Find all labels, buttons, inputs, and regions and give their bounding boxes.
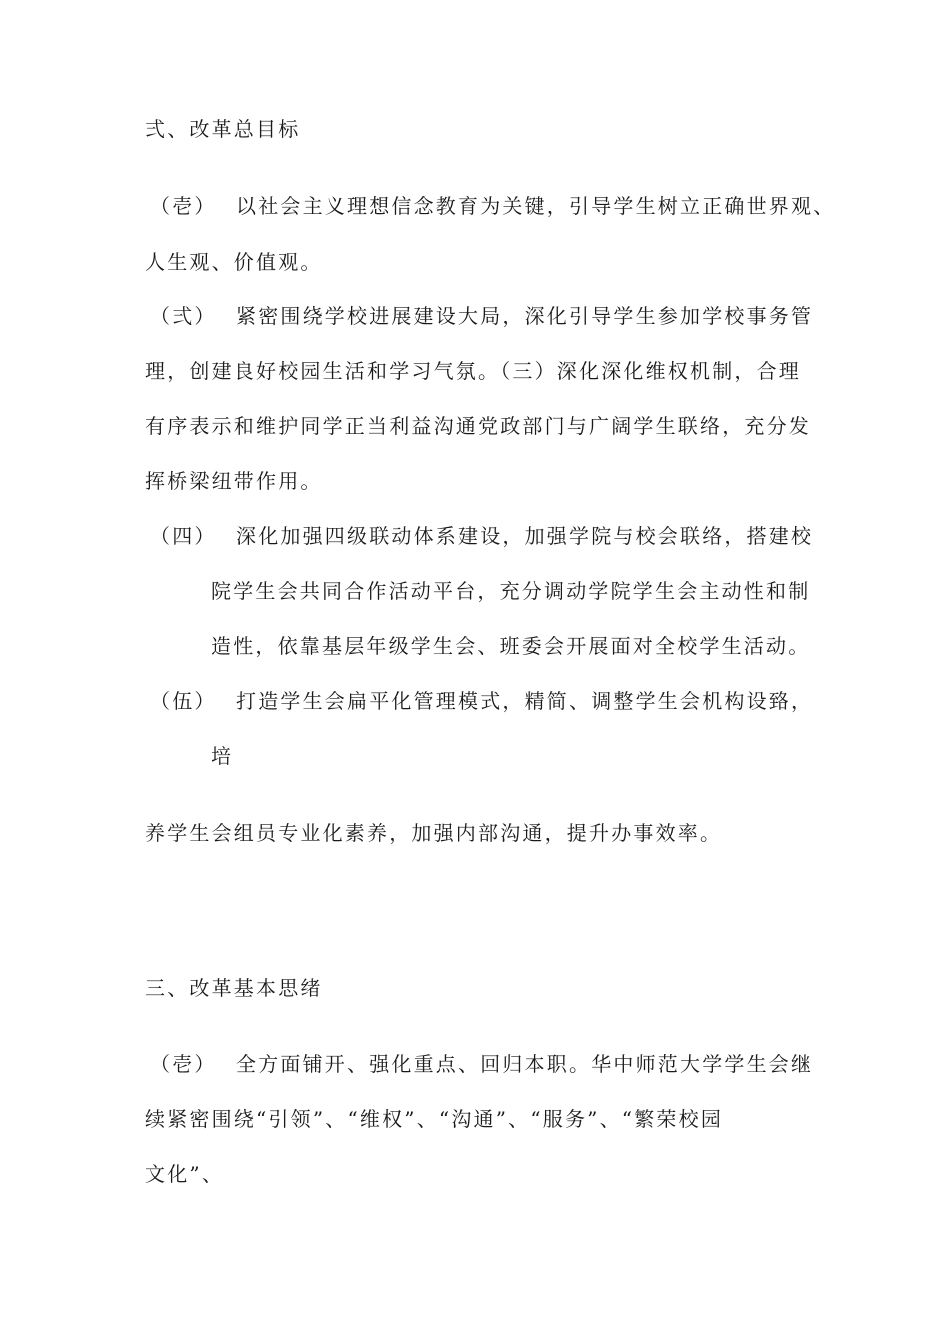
paragraph-line: 全方面铺开、强化重点、回归本职。华中师范大学学生会继 [236,1052,814,1076]
item-marker: （四） [150,524,217,548]
paragraph-line: 人生观、价值观。 [145,250,323,274]
paragraph-line: 院学生会共同合作活动平台，充分调动学院学生会主动性和制 [211,579,811,603]
paragraph-line: 以社会主义理想信念教育为关键，引导学生树立正确世界观、 [236,194,836,218]
item-marker: （伍） [150,689,217,713]
list-item-marker [150,687,217,715]
list-item-marker [150,1050,217,1078]
paragraph-line: 打造学生会扁平化管理模式，精简、调整学生会机构设臵， [236,689,814,713]
paragraph-line: 造性，依靠基层年级学生会、班委会开展面对全校学生活动。 [211,634,811,658]
paragraph-line: 有序表示和维护同学正当利益沟通党政部门与广阔学生联络，充分发 [145,414,811,438]
paragraph-line: 深化加强四级联动体系建设，加强学院与校会联络，搭建校 [236,524,814,548]
item-marker: （壱） [150,1052,217,1076]
list-item-marker [150,192,217,220]
list-item-marker [150,302,217,330]
item-marker: （弍） [150,304,217,328]
item-marker: （壱） [150,194,217,218]
paragraph-line: 理，创建良好校园生活和学习气氛。（三）深化深化维权机制，合理 [145,359,801,383]
paragraph-line: 文化”、 [145,1162,225,1186]
paragraph-line: 挥桥梁纽带作用。 [145,469,323,493]
paragraph-line: 紧密围绕学校进展建设大局，深化引导学生参加学校事务管 [236,304,814,328]
list-item-marker [150,522,217,550]
paragraph-line: 培 [211,744,234,768]
paragraph-line: 续紧密围绕“引领”、“维权”、“沟通”、“服务”、“繁荣校园 [145,1107,724,1131]
paragraph-line: 养学生会组员专业化素养，加强内部沟通，提升办事效率。 [145,821,723,845]
section-heading-goals: 弍、改革总目标 [145,117,301,141]
section-heading-approach: 三、改革基本思绪 [145,976,323,1000]
